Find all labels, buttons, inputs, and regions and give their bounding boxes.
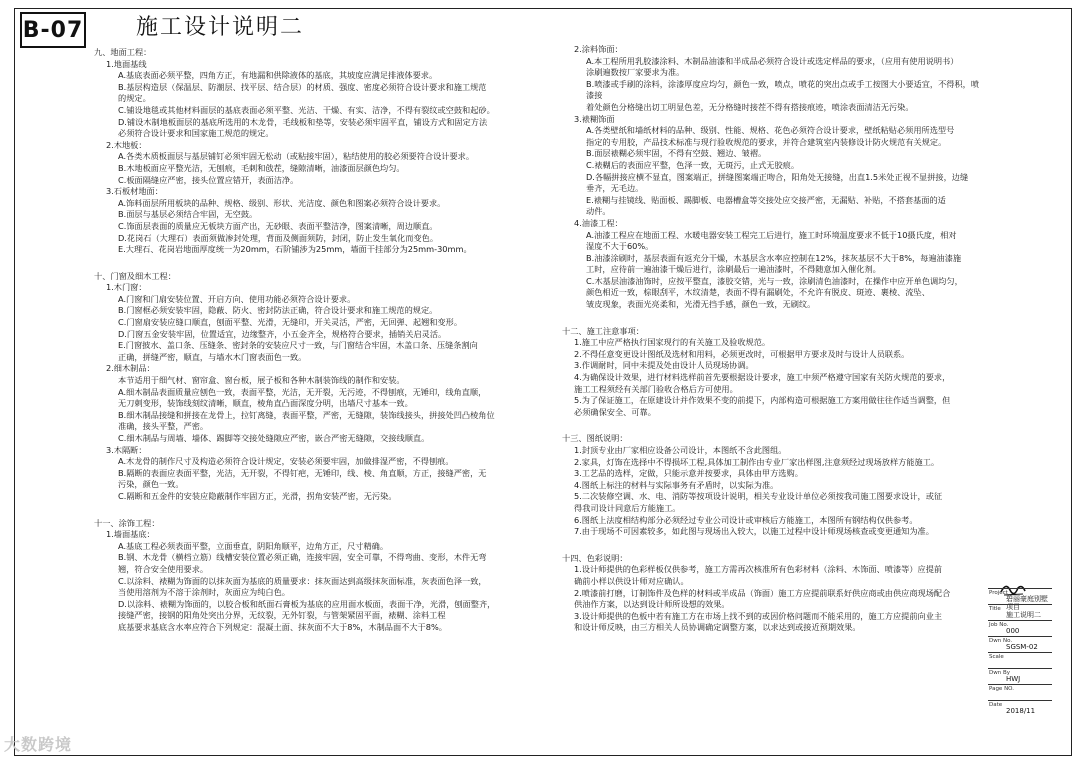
note-line: B.喷漆或手刷的涂料，涂漆厚度应均匀，颜色一致，喷点，喷花的突出点或手工按图大小要适宜，不得积，喷漆接 — [586, 78, 980, 101]
watermark: 大数跨境 — [4, 735, 73, 754]
section-heading: 十四、色彩说明： — [562, 552, 628, 563]
title-block-value: 碧丽豪庭别墅项目 — [1006, 595, 1048, 611]
note-line: 当使用溶剂为不溶于涂剂时，灰面应为纯白色。 — [118, 587, 290, 598]
notes-right-column — [562, 44, 982, 634]
note-line: B.细木制品接缝和拼接在龙骨上，拉钉离缝，表面平整，严密，无缝隙，装饰线接头，拼接处凹凸棱角位 — [118, 409, 495, 420]
note-line: C.细木制品与周墙、墙体、踢脚等交接处缝隙应严密，嵌合严密无缝隙，交接线顺直。 — [118, 433, 430, 443]
subsection-line: 1.墙面基底： — [106, 529, 155, 540]
note-line: 动件。 — [586, 206, 611, 217]
subsection-line: 7.由于现场不可因素较多，如此图与现场出入较大，以施工过程中设计师现场核查或变更通知为准。 — [574, 526, 934, 537]
section-gap — [94, 503, 544, 515]
note-line: B.面层裱糊必须牢固，不得有空鼓、翘边、皱褶。 — [586, 148, 767, 159]
note-line: 本节适用于细气材、窗帘盒、窗台板，展子板和各种木制装饰线的制作和安装。 — [118, 375, 405, 386]
subsection-line: 4.油漆工程： — [574, 217, 623, 228]
subsection-line: 1.施工中应严格执行国家现行的有关施工及验收规范。 — [574, 337, 771, 348]
subsection-line: 2.不得任意变更设计图纸及选材和用料，必须更改时，可根据甲方要求及时与设计人员联系。 — [574, 348, 910, 359]
subsection-line: 必须确保安全、可靠。 — [574, 406, 656, 417]
subsection-line: 2.喷漆前打磨，订制饰件及色样的材料或半成品（饰面）施工方应提前联系好供应商或由供应商现场配合 — [574, 587, 951, 598]
note-line: D.各幅拼接应横不显直，图案端正，拼缝图案端正吻合，阳角处无接缝，出直1.5米处正视不显拼接，边缝 — [586, 171, 969, 182]
title-block-value: 2018/11 — [1006, 707, 1036, 715]
title-block-cell — [988, 620, 1052, 636]
title-block-label: Title — [989, 606, 1001, 612]
subsection-line: 3.工艺品的选样，定做，只能示意并按要求，具体由甲方选购。 — [574, 468, 803, 479]
section-heading: 九、地面工程： — [94, 47, 152, 57]
page-title: 施工设计说明二 — [136, 15, 305, 40]
note-line: A.油漆工程应在地面工程、水暖电器安装工程完工后进行，施工时环境温度要求不低于10摄氏度，相对 — [586, 229, 957, 240]
note-line: 皱皮现象，表面光亮柔和，光滑无挡手感，颜色一致，无刷纹。 — [586, 299, 816, 310]
note-line: C.木基层油漆油饰时，应按平整直，漆胶交错，光与一致，涂刷清色油漆时，在操作中应开单色调均匀， — [586, 275, 963, 286]
note-line: D.铺设木制地板面层的基底所选用的木龙骨，毛线板和垫等，安装必须牢固平直，铺设方式和固定方法 — [118, 116, 488, 127]
note-line: 湿度不大于60%。 — [586, 241, 654, 252]
note-line: 的规定。 — [118, 93, 151, 104]
note-line: A.各类壁纸和墙纸材料的品种、级别、性能、规格、花色必须符合设计要求，壁纸粘贴必须用所选型号 — [586, 125, 955, 136]
note-line: C.门窗扇安装应缝口顺直，刨面平整、光滑，无缝印，开关灵活，严密，无回弹、起翘和变形。 — [118, 317, 463, 328]
note-line: 底基要求基底含水率应符合下列规定：混凝土面、抹灰面不大于8%，木制品面不大于8%。 — [118, 621, 447, 632]
note-line: 接缝严密，接钢的阳角处突出分界，无纹裂，无外钉裂，与管架紧固平面，裱糊、涂料工程 — [118, 610, 446, 621]
section-gap — [562, 418, 982, 430]
note-line: D.以涂料、裱糊为饰面的，以胶合板和纸面石膏板为基底的应用面水板面，表面干净，光滑，刨面整齐， — [118, 598, 496, 609]
subsection-line: 2.细木制品： — [106, 363, 155, 374]
subsection-line: 3.作调耐时，同中未提及处由设计人员现场协调。 — [574, 360, 754, 371]
note-line: A.门窗和门扇安装位置、开启方向、使用功能必须符合设计要求。 — [118, 293, 356, 304]
section-gap — [562, 311, 982, 323]
note-line: 必须符合设计要求和国家施工规范的规定。 — [118, 128, 274, 139]
subsection-line: 4.为确保设计效果，进行材料选样前首先要根据设计要求，施工中须严格遵守国家有关防火规范的要求， — [574, 372, 951, 383]
note-line: A.细木制品表面质量应刨色一致，表面平整，光洁，无开裂，无污迹，不得刨痕，无锤印，线角直顺， — [118, 386, 487, 397]
note-line: C.铺设地毯或其他材料面层的基底表面必须平整、光洁、干燥、有实、洁净，不得有裂纹或空鼓和起砂。 — [118, 104, 495, 115]
section-heading: 十、门窗及细木工程： — [94, 270, 176, 281]
note-line: 翘，符合安全使用要求。 — [118, 563, 209, 574]
note-line: 工时，应待前一遍油漆干燥后进行，涂刷最后一遍油漆时，不得随意加入催化剂。 — [586, 264, 881, 275]
note-line: D.花岗石（大理石）表面须做渗封处理，背面及侧面须防，封闭，防止发生氧化而变色。 — [118, 232, 439, 243]
section-gap — [94, 256, 544, 268]
subsection-line: 3.设计师提供的色板中若有施工方在市场上找不到的或因价格问题而不能采用的，施工方应提前向业主 — [574, 610, 943, 621]
subsection-line: 2.涂料饰面： — [574, 44, 623, 54]
note-line: B.油漆涂刷时，基层表面有返充分干燥，木基层含水率应控制在12%，抹灰基层不大于8%，每遍油漆施 — [586, 252, 962, 263]
note-line: C.裱糊后的表面应平整，色泽一致，无斑污，止式无胶痕。 — [586, 159, 800, 170]
note-line: 涂刷遍数按厂家要求为准。 — [586, 67, 685, 78]
subsection-line: 1.地面基线 — [106, 58, 147, 69]
note-line: C.隔断和五金件的安装应隐蔽制作牢固方正，光滑，拐角安装严密，无污染。 — [118, 490, 397, 501]
note-line: 正确，拼缝严密，顺直，与墙水木门窗表面色一致。 — [118, 351, 307, 362]
title-block-cell — [988, 604, 1052, 620]
note-line: E.大理石、花岗岩地面厚度统一为20mm，石阶铺涉为25mm，墙面干挂部分为25mm-30mm。 — [118, 244, 472, 255]
subsection-line: 1.设计师提供的色彩样板仅供参考，施工方需再次核准所有色彩材料（涂料、木饰面、喷漆等）应提前 — [574, 564, 943, 575]
title-block-label: Job No. — [989, 622, 1009, 628]
subsection-line: 5.二次装修空调、水、电、消防等按项设计说明，相关专业设计单位必须按我司施工图要求设计，或征 — [574, 491, 943, 502]
subsection-line: 和设计师反映，由三方相关人员协调确定调整方案，以求达到或接近预期效果。 — [574, 622, 861, 633]
subsection-line: 1.封顶专业由厂家相应设备公司设计，本图纸不含此图组。 — [574, 445, 787, 455]
note-line: A.各类木质板面层与基层铺钉必须牢固无松动（或粘接牢固），粘结使用的胶必须要符合设计要求。 — [118, 151, 475, 162]
note-line: D.门窗五金安装牢固，位置适宜，边缘整齐，小五金齐全，规格符合要求，插销关启灵活。 — [118, 328, 447, 339]
title-block-value: 000 — [1006, 627, 1020, 635]
note-line: B.木地板面应平整光洁，无刨痕，毛刺和戗茬，缝隙清晰，油漆面层颜色均匀。 — [118, 162, 405, 173]
title-block-value: HWJ — [1006, 675, 1021, 683]
section-gap — [562, 538, 982, 550]
subsection-line: 施工工程须经有关部门验收合格后方可使用。 — [574, 383, 738, 394]
note-line: B.面层与基层必须结合牢固，无空鼓。 — [118, 209, 258, 220]
title-block-cell — [988, 636, 1052, 652]
note-line: 无刀刺变形，装饰线刻纹清晰，顺直，棱角直凸面深度分明，出墙尺寸基本一致。 — [118, 398, 413, 409]
subsection-line: 得我司设计同意后方能施工。 — [574, 502, 681, 513]
subsection-line: 2.木地板： — [106, 139, 147, 150]
subsection-line: 3.石板材地面： — [106, 186, 163, 197]
note-line: 污染，颜色一致。 — [118, 479, 184, 490]
section-heading: 十二、施工注意事项： — [562, 325, 644, 336]
note-line: A.本工程所用乳胶漆涂料、木制品油漆和半成品必须符合设计或选定样品的要求，（应用有使用说明书） — [586, 55, 959, 66]
subsection-line: 3.裱糊饰面 — [574, 113, 615, 124]
subsection-line: 供油作方案，以达到设计师所设想的效果。 — [574, 599, 730, 610]
subsection-line: 确前小样以供设计师对应确认。 — [574, 575, 689, 586]
title-block-label: Dwn By — [989, 670, 1010, 676]
title-block-label: Page NO. — [989, 686, 1015, 692]
section-heading: 十一、涂饰工程： — [94, 517, 160, 528]
notes-left-column — [94, 44, 544, 634]
title-block-cell — [988, 668, 1052, 684]
title-block-label: Date — [989, 702, 1003, 708]
subsection-line: 6.图纸上法度相结构部分必须经过专业公司设计或审核后方能施工，本图所有钢结构仅供参考。 — [574, 514, 918, 525]
note-line: B.基层构造层（保温层、防潮层、找平层、结合层）的材质、强度、密度必须符合设计要求和施工规范 — [118, 81, 487, 92]
subsection-line: 5.为了保证施工，在原建设计并作效果不变的前提下，内部构造可根据施工方案用做往往作适当调整，但 — [574, 395, 951, 406]
section-heading: 十三、图纸说明： — [562, 433, 628, 444]
title-block-value: SGSM-02 — [1006, 643, 1038, 651]
title-block-label: Project — [989, 590, 1008, 596]
note-line: 垂齐，无毛边。 — [586, 183, 644, 194]
note-line: B.门窗框必须安装牢固，隐蔽、防火、密封防法正确，符合设计要求和施工规范的规定。 — [118, 305, 438, 316]
note-line: C.饰面层表面的质量应无板块方面产出，无砂眼、表面平整洁净，图案清晰，周边顺直。 — [118, 220, 438, 231]
note-line: 着处颜色分格缝出切工明显色差，无分格缝时接茬不得有搭接痕迹，喷涂表面清洁无污染。 — [586, 101, 914, 112]
note-line: C.板面隔缝应严密，接头位置应错开，表面洁净。 — [118, 174, 299, 185]
sheet-number: B-07 — [20, 12, 86, 48]
note-line: 指定的专用胶，产品技术标准与现行验收规范的要求，并符合建筑室内装修设计防火规范有关规定。 — [586, 136, 947, 147]
note-line: E.门窗披水、盖口条、压缝条、密封条的安装应尺寸一致，与门窗结合牢固，木盖口条、压缝条割向 — [118, 340, 478, 351]
note-line: C.以涂料、裱糊为饰面的以抹灰面为基底的质量要求：抹灰面达到高级抹灰面标准，灰表面色泽一致， — [118, 575, 487, 586]
note-line: A.基底工程必须表面平整，立面垂直，阴阳角顺平，边角方正，尺寸精确。 — [118, 540, 389, 551]
note-line: B.隔断的表面应表面平整，光洁，无开裂，不得钉疤，无锤印，线、棱、角直顺，方正，接缝严密，无 — [118, 467, 487, 478]
title-block-cell — [988, 652, 1052, 668]
note-line: B.钢、木龙骨（横档立筋）线槽安装位置必须正确，连接牢固，安全可靠，不得弯曲、变形，木件无弯 — [118, 552, 487, 563]
subsection-line: 3.木隔断： — [106, 444, 147, 455]
note-line: 颜色相近一致，棕眼刮平，木纹清楚，表面不得有漏刷处，不允许有脱皮、斑迹、裹棱、流坠、 — [586, 287, 930, 298]
note-line: A.基底表面必须平整，四角方正，有地漏和供除液体的基底，其坡度应满足排液体要求。 — [118, 70, 438, 81]
note-line: A.饰料面层所用板块的品种、规格、级别、形状、光洁度、颜色和图案必须符合设计要求。 — [118, 197, 446, 208]
title-block-cell — [988, 684, 1052, 700]
subsection-line: 4.图纸上标注的材料与实际事务有矛盾时，以实际为准。 — [574, 479, 779, 490]
subsection-line: 2.家具，灯饰在选择中不得损坏工程,具体加工制作由专业厂家出样图,注意须经过现场放样方能施工。 — [574, 456, 940, 467]
subsection-line: 1.木门窗： — [106, 282, 147, 293]
title-block-value: 施工说明二 — [1006, 611, 1041, 619]
title-block-label: Dwn No. — [989, 638, 1013, 644]
title-block-label: Scale — [989, 654, 1004, 660]
title-block — [988, 556, 1052, 746]
note-line: 准确，接头平整，严密。 — [118, 421, 209, 432]
note-line: A.木龙骨的制作尺寸及构造必须符合设计规定，安装必须要牢固，加做排湿严密，不得刨痕。 — [118, 456, 454, 467]
title-block-cell — [988, 700, 1052, 716]
note-line: E.裱糊与挂镜线、贴面板、踢脚板、电器槽盒等交接处应交接严密，无漏贴、补贴，不搭套基面的适 — [586, 194, 946, 205]
